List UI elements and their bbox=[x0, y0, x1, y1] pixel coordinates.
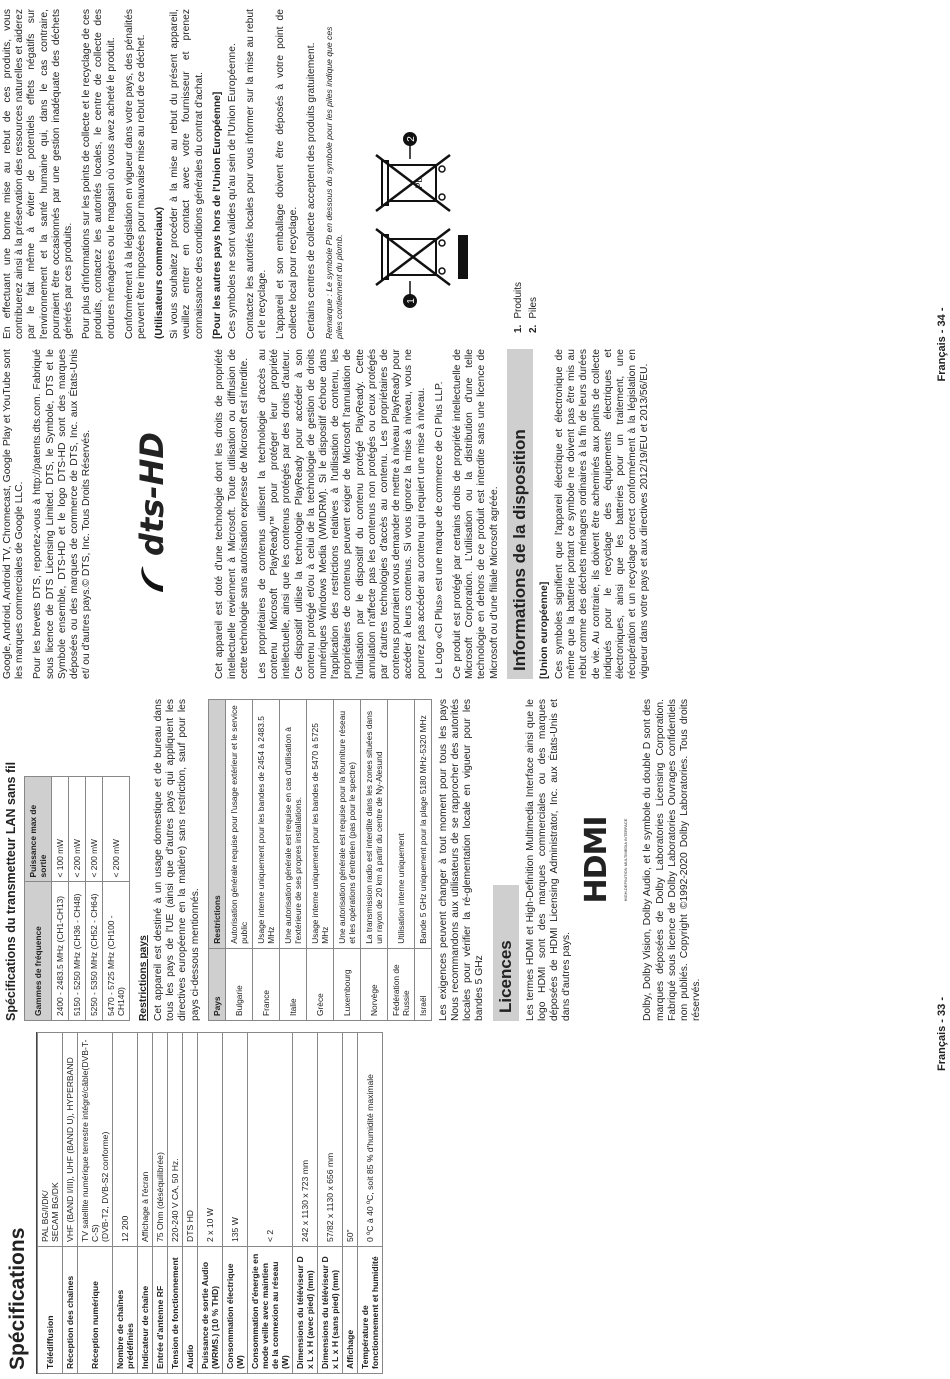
dts-logo-text: dts-HD bbox=[133, 432, 172, 556]
spec-value: PAL BG/I/DK/ SECAM BG/DK bbox=[38, 1033, 63, 1247]
wifi-row-header bbox=[25, 777, 52, 1021]
country-row-header-cell: Pays bbox=[208, 948, 225, 1020]
spec-value: 50" bbox=[343, 1033, 358, 1247]
page33-right-column bbox=[2, 699, 709, 1021]
ci-plus-text: Le Logo «CI Plus» est une marque de commerce de CI Plus LLP. bbox=[433, 381, 445, 679]
wifi-row-cell: < 100 mW bbox=[52, 777, 69, 882]
spec-label: Réception des chaînes bbox=[63, 1247, 78, 1374]
spec-row bbox=[63, 1033, 78, 1374]
microsoft-text-2: Les propriétaires de contenus utilisent la technologie d'accès au contenu Microsoft PlayReady™ pour protéger leur propriété intellectuelle, ainsi que les contenus protégés par des droits d'auteur. Ce dispositif utilise la technologie PlayReady pour accéder à son contenu protégé et/ou à celui de la technologie de gestion de droits numériques Windows Media (WMDRM). Si le dispositif échoue dans l'application des restrictions relatives à l'utilisation de contenu, les propriétaires de contenus peuvent exiger de Microsoft l'annulation de l'utilisation par le dispositif du contenu protégé PlayReady. Cette annulation n'affecte pas les contenus non protégés ou ceux protégés par d'autres technologies d'accès au contenu. Les propriétaires de contenus pourraient vous demander de mettre à niveau PlayReady pour accéder à leurs contenus. Si vous ignorez la mise à niveau, vous ne pourrez pas accéder au contenu qui requiert une mise à niveau. bbox=[257, 349, 427, 679]
eu-text-2: En effectuant une bonne mise au rebut de ces produits, vous contribuerez ainsi à la préservation des ressources naturelles et aiderez par le fait même à éviter de potentiels effets négatifs sur l'environnement et la santé humaine qui, dans le cas contraire, pourraient être occasionnés par une gestion inadéquate des déchets générés par ces produits. bbox=[2, 9, 75, 339]
dts-swoosh-icon bbox=[135, 562, 169, 596]
spec-label: Nombre de chaînes prédéfinies bbox=[113, 1247, 138, 1374]
non-eu-label: [Pour les autres pays hors de l'Union Européenne] bbox=[211, 91, 223, 339]
spec-row bbox=[78, 1033, 113, 1374]
hdmi-text: Les termes HDMI et High-Definition Multimedia Interface ainsi que le logo HDMI sont des marques commerciales ou des marques déposées de HDMI Licensing Administrator, Inc. aux États-Unis et dans d'autres pays. bbox=[524, 699, 573, 1021]
spec-row bbox=[38, 1033, 63, 1374]
wifi-row-cell: < 200 mW bbox=[86, 777, 103, 882]
eu-text: Ces symboles signifient que l'appareil électrique et électronique de même que la batterie portant ce symbole ne doivent pas être mis au rebut comme des déchets ménagers ordinaires à la fin de leurs durées de vie. Au contraire, ils doivent être acheminés aux points de collecte indiqués pour le recyclage des équipements électriques et électroniques, ainsi que les batteries pour un traitement, une récupération et un recyclage correct conformément à la législation en vigueur dans votre pays et aux directives 2012/19/EU et 2013/56/EU. bbox=[553, 349, 651, 679]
page-34-footer: Français - 34 - bbox=[936, 307, 948, 382]
wifi-row-cell: 2400 - 2483.5 MHz (CH1-CH13) bbox=[52, 882, 69, 1021]
svg-text:1: 1 bbox=[406, 298, 418, 304]
wifi-row-header-cell: Gammes de fréquence bbox=[25, 882, 52, 1021]
country-row-cell: Italie bbox=[279, 948, 306, 1020]
page-33 bbox=[0, 689, 950, 1379]
country-row-cell: Norvège bbox=[360, 948, 387, 1020]
wifi-row bbox=[86, 777, 103, 1021]
eu-text-4: Conformément à la législation en vigueur dans votre pays, des pénalités peuvent être imposées pour mauvaise mise au rebut de ce déchet. bbox=[123, 9, 148, 339]
page34-right-column bbox=[2, 9, 541, 339]
spec-row bbox=[223, 1033, 248, 1374]
country-row-cell: France bbox=[252, 948, 279, 1020]
figure-label-2 bbox=[403, 132, 417, 159]
wifi-row bbox=[69, 777, 86, 1021]
wifi-row bbox=[52, 777, 69, 1021]
spec-label: Télédiffusion bbox=[38, 1247, 63, 1374]
spec-label: Affichage bbox=[343, 1247, 358, 1374]
disposal-list bbox=[513, 9, 539, 339]
spec-value: DTS HD bbox=[183, 1033, 198, 1247]
spec-value: < 2 bbox=[248, 1033, 293, 1247]
spec-label: Dimensions du téléviseur D x L x H (avec pied) (mm) bbox=[293, 1247, 318, 1374]
list-item-text: Piles bbox=[528, 296, 540, 319]
wifi-row-header-cell: Puissance max de sortie bbox=[25, 777, 52, 882]
business-label: (Utilisateurs commerciaux) bbox=[154, 206, 166, 339]
country-row bbox=[225, 700, 252, 1021]
spec-row bbox=[248, 1033, 293, 1374]
spec-value: 220-240 V CA, 50 Hz. bbox=[168, 1033, 183, 1247]
wifi-row-cell: 5470 - 5725 MHz (CH100 - CH140) bbox=[103, 882, 130, 1021]
specifications-section bbox=[2, 1032, 383, 1374]
wifi-spec-title: Spécifications du transmetteur LAN sans fil bbox=[4, 761, 18, 1021]
specifications-table bbox=[37, 1032, 383, 1374]
spec-label: Tension de fonctionnement bbox=[168, 1247, 183, 1374]
spec-row bbox=[153, 1033, 168, 1374]
spec-value: 2 x 10 W bbox=[198, 1033, 223, 1247]
spec-row bbox=[293, 1033, 318, 1374]
spec-value: Affichage à l'écran bbox=[138, 1033, 153, 1247]
page-33-footer: Français - 33 - bbox=[936, 997, 948, 1071]
spec-row bbox=[198, 1033, 223, 1374]
spec-row bbox=[343, 1033, 358, 1374]
wifi-row-cell: < 200 mW bbox=[69, 777, 86, 882]
country-row-cell: Une autorisation générale est requise pour la fourniture réseau et les opérations d'entretien (pas pour le spectre) bbox=[333, 700, 360, 949]
non-eu-text-3: L'appareil et son emballage doivent être déposés à votre point de collecte local pour recyclage. bbox=[275, 9, 299, 339]
microsoft-text-1: Cet appareil est doté d'une technologie dont les droits de propriété intellectuelle reviennent à Microsoft. Toute utilisation ou diffusion de cette technologie sans autorisation expresse de Microsoft est interdite. bbox=[214, 349, 250, 679]
country-row bbox=[414, 700, 431, 1021]
country-row-cell: Usage interne uniquement pour les bandes de 5470 à 5725 MHz bbox=[306, 700, 333, 949]
spec-row bbox=[138, 1033, 153, 1374]
country-row-cell: La transmission radio est interdite dans les zones situées dans un rayon de 20 km à partir du centre de Ny-Alesund bbox=[360, 700, 387, 949]
non-eu-text-4: Certains centres de collecte acceptent des produits gratuitement. bbox=[305, 42, 317, 339]
page-34 bbox=[0, 0, 950, 689]
list-item bbox=[513, 9, 524, 333]
google-text: Google, Android, Android TV, Chromecast, Google Play et YouTube sont les marques commerciales de Google LLC. bbox=[2, 349, 26, 679]
spec-label: Réception numérique bbox=[78, 1247, 113, 1374]
spec-value: 0 ºC à 40 ºC, soit 85 % d'humidité maximale bbox=[358, 1033, 383, 1247]
spec-label: Consommation d'énergie en mode veille avec maintien de la connexion au réseau (W) bbox=[248, 1247, 293, 1374]
spec-value: 242 x 1130 x 723 mm bbox=[293, 1033, 318, 1247]
wifi-spec-table bbox=[24, 776, 130, 1021]
pb-label: Pb bbox=[414, 177, 425, 189]
page34-left-column bbox=[2, 349, 658, 679]
spec-label: Audio bbox=[183, 1247, 198, 1374]
spec-label: Température de fonctionnement et humidité bbox=[358, 1247, 383, 1374]
country-row-cell: Luxembourg bbox=[333, 948, 360, 1020]
spec-label: Puissance de sortie Audio (WRMS.) (10 % THD) bbox=[198, 1247, 223, 1374]
hdmi-logo-text: HDMI bbox=[579, 816, 615, 904]
restrictions-outro: Les exigences peuvent changer à tout moment pour tous les pays Nous recommandons aux utilisateurs de se rapprocher des autorités locales pour vérifier la ré-glementation locale en vigueur pour les bandes 5 GHz bbox=[437, 699, 486, 1021]
hdmi-logo bbox=[579, 699, 632, 1021]
list-item-text: Produits bbox=[513, 281, 525, 319]
spec-value: 12 200 bbox=[113, 1033, 138, 1247]
eu-text-3: Pour plus d'informations sur les points de collecte et le recyclage de ces produits, contactez les autorités locales, le centre de collecte des ordures ménagères ou le magasin où vous avez acheté le produit. bbox=[81, 9, 117, 339]
microsoft-text-3: Ce produit est protégé par certains droits de propriété intellectuelle de Microsoft Corporation. L'utilisation ou la distribution d'une telle technologie en dehors de ce produit est interdite sans une licence de Microsoft ou d'une filiale Microsoft agréée. bbox=[452, 349, 500, 679]
country-row-cell: Bande 5 GHz uniquement pour la plage 5180 MHz-5320 MHz bbox=[414, 700, 431, 949]
country-row-cell: Israël bbox=[414, 948, 431, 1020]
country-row bbox=[360, 700, 387, 1021]
country-row-cell: Une autorisation générale est requise en cas d'utilisation à l'extérieure de ses propres installations. bbox=[279, 700, 306, 949]
country-row bbox=[279, 700, 306, 1021]
dts-hd-logo bbox=[133, 349, 174, 679]
spec-row bbox=[358, 1033, 383, 1374]
figure-label-1 bbox=[403, 281, 417, 308]
restrictions-title: Restrictions pays bbox=[138, 935, 149, 1021]
wifi-row-cell: 5150 - 5250 MHz (CH36 - CH48) bbox=[69, 882, 86, 1021]
country-row-header-cell: Restrictions bbox=[208, 700, 225, 949]
business-text: Si vous souhaitez procéder à la mise au rebut du présent appareil, veuillez entrer en contact avec votre fournisseur et prenez connaissance des conditions générales du contrat d'achat. bbox=[169, 9, 205, 339]
country-row-cell: Usage interne uniquement pour les bandes de 2454 à 2483.5 MHz bbox=[252, 700, 279, 949]
svg-text:2: 2 bbox=[406, 136, 418, 142]
dts-text: Pour les brevets DTS, reportez-vous à http://patents.dts.com. Fabriqué sous licence de DTS Licensing Limited. DTS, le Symbole, DTS et le Symbole ensemble, DTS-HD et le logo DTS-HD sont des marques déposées ou des marques de commerce de DTS, Inc. aux États-Unis et/ ou d'autres pays.© DTS, Inc. Tous Droits Réservés. bbox=[32, 349, 93, 679]
country-row-cell: Fédération de Russie bbox=[387, 948, 414, 1020]
country-row bbox=[306, 700, 333, 1021]
country-row bbox=[252, 700, 279, 1021]
spec-value: TV satellite numérique terrestre intégré/câble(DVB-T-C-S) (DVB-T2, DVB-S2 conforme) bbox=[78, 1033, 113, 1247]
specifications-title: Spécifications bbox=[2, 1032, 37, 1374]
list-item-number: 1. bbox=[513, 324, 525, 333]
spec-label: Consommation électrique (W) bbox=[223, 1247, 248, 1374]
wifi-row-cell: 5250 - 5350 MHz (CH52 - CH64) bbox=[86, 882, 103, 1021]
country-row bbox=[333, 700, 360, 1021]
country-row-header bbox=[208, 700, 225, 1021]
eu-label: [Union européenne] bbox=[538, 581, 550, 679]
list-item bbox=[528, 9, 539, 333]
non-eu-text-1: Ces symboles ne sont valides qu'au sein de l'Union Européenne. bbox=[226, 43, 238, 339]
spec-row bbox=[183, 1033, 198, 1374]
list-item-number: 2. bbox=[528, 324, 540, 333]
country-row bbox=[387, 700, 414, 1021]
restrictions-intro: Cet appareil est destiné à un usage domestique et de bureau dans tous les pays de l'UE (ainsi que d'autres pays qui appliquent les directives européenne en la matière) sans restriction, sauf pour les pays ci-dessous mentionnés. bbox=[153, 699, 201, 1021]
remark-text: Remarque : Le symbole Pb en dessous du symbole pour les piles indique que ces piles contiennent du plomb. bbox=[324, 26, 345, 339]
disposal-title: Informations de la disposition bbox=[507, 349, 533, 679]
wifi-row-cell: < 200 mW bbox=[103, 777, 130, 882]
spec-value: VHF (BAND I/III), UHF (BAND U), HYPERBAND bbox=[63, 1033, 78, 1247]
spec-row bbox=[168, 1033, 183, 1374]
dolby-text: Dolby, Dolby Vision, Dolby Audio, et le symbole du double D sont des marques déposées de Dolby Laboratories Licensing Corporation. Fabriqué sous licence de Dolby Laboratories Ouvrages confidentiels non publiés. Copyright ©1992-2020 Dolby Laboratories. Tous droits réservés. bbox=[642, 699, 703, 1021]
spec-label: Entrée d'antenne RF bbox=[153, 1247, 168, 1374]
spec-value: 135 W bbox=[223, 1033, 248, 1247]
non-eu-text-2: Contactez les autorités locales pour vous informer sur la mise au rebut et le recyclage. bbox=[245, 9, 269, 339]
product-bin-icon bbox=[376, 229, 468, 285]
spec-row bbox=[113, 1033, 138, 1374]
country-row-cell: Grèce bbox=[306, 948, 333, 1020]
hdmi-logo-subtext: HIGH-DEFINITION MULTIMEDIA INTERFACE bbox=[623, 818, 629, 902]
country-row-cell: Bulgarie bbox=[225, 948, 252, 1020]
licences-title: Licences bbox=[493, 885, 519, 1021]
spec-label: Indicateur de chaîne bbox=[138, 1247, 153, 1374]
country-row-cell: Utilisation interne uniquement bbox=[387, 700, 414, 949]
country-row-cell: Autorisation générale requise pour l'usage extérieur et le service public bbox=[225, 700, 252, 949]
country-restrictions-table bbox=[208, 699, 432, 1021]
crossed-bin-figure bbox=[350, 9, 505, 309]
spec-value: 75 Ohm (déséquilibrée) bbox=[153, 1033, 168, 1247]
wifi-row bbox=[103, 777, 130, 1021]
spec-value: 57/82 x 1130 x 656 mm bbox=[318, 1033, 343, 1247]
battery-bin-icon bbox=[376, 155, 450, 211]
spec-row bbox=[318, 1033, 343, 1374]
spec-label: Dimensions du téléviseur D x L x H (sans pied) (mm) bbox=[318, 1247, 343, 1374]
